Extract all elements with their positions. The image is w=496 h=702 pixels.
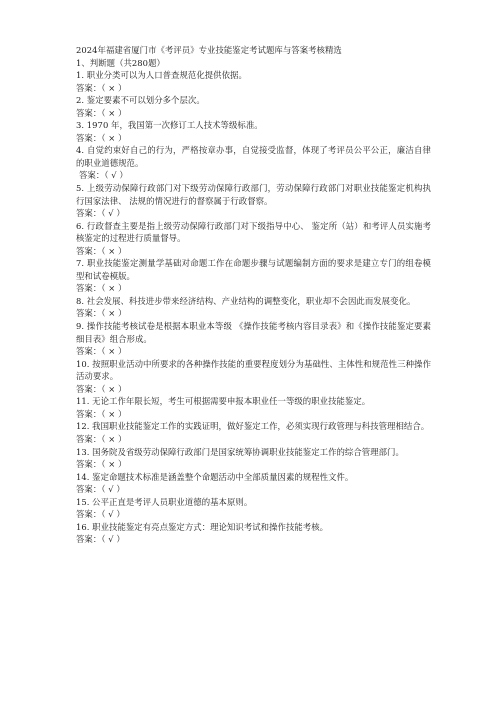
answer-10: 答案：（ × ） <box>76 383 127 394</box>
question-5: 5. 上级劳动保障行政部门对下级劳动保障行政部门，劳动保障行政部门对职业技能鉴定机构执行国家法律、 法规的情况进行的督察属于行政督察。 <box>76 183 431 206</box>
question-11: 11. 无论工作年限长短，考生可根据需要申报本职业任一等级的职业技能鉴定。 <box>76 396 371 407</box>
question-16: 16. 职业技能鉴定有亮点鉴定方式：理论知识考试和操作技能考核。 <box>76 521 329 532</box>
question-6: 6. 行政督查主要是指上级劳动保障行政部门对下级指导中心、 鉴定所（站）和考评人员实施考核鉴定的过程进行质量督导。 <box>76 220 431 244</box>
question-13: 13. 国务院及省级劳动保障行政部门是国家统筹协调职业技能鉴定工作的综合管理部门。 <box>76 446 404 457</box>
answer-13: 答案：（ × ） <box>76 459 127 470</box>
question-9: 9. 操作技能考核试卷是根据本职业本等级 《操作技能考核内容目录表》和《操作技能鉴定要素细目表》组合形成。 <box>76 321 431 344</box>
question-4: 4. 自觉约束好自己的行为，严格按章办事，自觉接受监督，体现了考评员公平公正，廉洁自律的职业道德规范。 <box>76 145 431 168</box>
answer-6: 答案：（ × ） <box>76 245 127 256</box>
question-15: 15. 公平正直是考评人员职业道德的基本原则。 <box>76 496 253 507</box>
answer-16: 答案：（ √ ） <box>76 534 125 545</box>
question-7: 7. 职业技能鉴定测量学基础对命题工作在命题步骤与试题编制方面的要求是建立专门的组卷模型和试卷模版。 <box>76 258 431 281</box>
answer-8: 答案：（ × ） <box>76 308 127 319</box>
document-page <box>76 44 431 546</box>
answer-2: 答案：（ × ） <box>76 107 127 118</box>
question-14: 14. 鉴定命题技术标准是涵盖整个命题活动中全部质量因素的规程性文件。 <box>76 471 354 482</box>
answer-1: 答案：（ × ） <box>76 82 127 93</box>
document-title: 2024年福建省厦门市《考评员》专业技能鉴定考试题库与答案考核精选 <box>76 45 342 55</box>
answer-5: 答案：（ √ ） <box>76 208 125 219</box>
answer-12: 答案：（ × ） <box>76 433 127 444</box>
question-12: 12. 我国职业技能鉴定工作的实践证明，做好鉴定工作，必须实现行政管理与科技管理相结合。 <box>76 421 430 432</box>
answer-9: 答案：（ × ） <box>76 346 127 357</box>
answer-11: 答案：（ × ） <box>76 408 127 419</box>
answer-14: 答案：（ √ ） <box>76 484 125 495</box>
answer-7: 答案：（ × ） <box>76 283 127 294</box>
answer-4: 答案：（ √ ） <box>79 170 128 181</box>
section-heading: 1、判断题（共280题） <box>76 57 165 68</box>
question-2: 2. 鉴定要素不可以划分多个层次。 <box>76 95 205 106</box>
answer-3: 答案：（ × ） <box>76 132 127 143</box>
question-3: 3. 1970 年，我国第一次修订工人技术等级标准。 <box>76 120 263 131</box>
question-10: 10. 按照职业活动中所要求的各种操作技能的重要程度划分为基础性、主体性和规范性三种操作活动要求。 <box>76 358 431 382</box>
question-1: 1. 职业分类可以为人口普查规范化提供依据。 <box>76 70 247 81</box>
answer-15: 答案：（ √ ） <box>76 509 125 520</box>
question-8: 8. 社会发展、科技进步带来经济结构、产业结构的调整变化，职业却不会因此而发展变化。 <box>76 295 416 306</box>
